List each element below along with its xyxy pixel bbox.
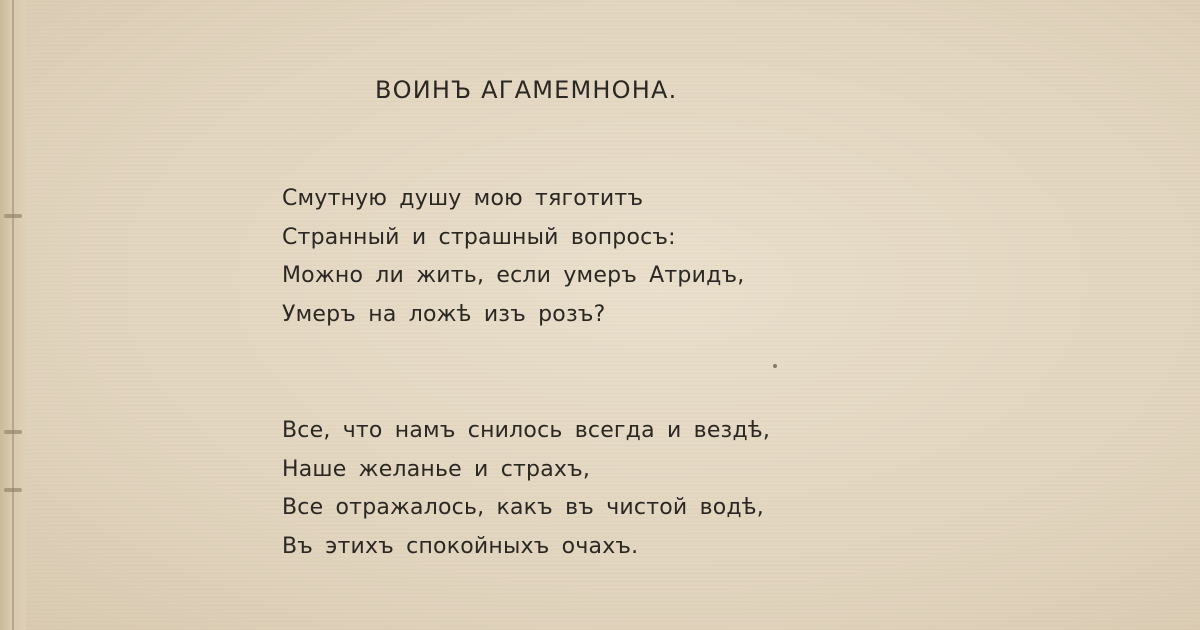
binding-line xyxy=(12,0,14,630)
verse-line: Въ этихъ спокойныхъ очахъ. xyxy=(282,533,639,559)
book-gutter xyxy=(0,0,26,630)
stanza-2 xyxy=(282,412,770,566)
binding-stitch xyxy=(4,488,22,492)
binding-stitch xyxy=(4,430,22,434)
poem-title: ВОИНЪ АГАМЕМНОНА. xyxy=(375,76,678,104)
verse-line: Смутную душу мою тяготитъ xyxy=(282,186,644,211)
verse-line: Умеръ на ложѣ изъ розъ? xyxy=(282,301,606,327)
binding-stitch xyxy=(4,214,22,218)
verse-line: Все, что намъ снилось всегда и вездѣ, xyxy=(282,418,771,443)
verse-line: Наше желанье и страхъ, xyxy=(282,456,591,482)
stanza-1 xyxy=(282,180,744,334)
paper-speck xyxy=(773,364,777,368)
verse-line: Можно ли жить, если умеръ Атридъ, xyxy=(282,263,745,288)
verse-line: Странный и страшный вопросъ: xyxy=(282,224,676,250)
verse-line: Все отражалось, какъ въ чистой водѣ, xyxy=(282,495,764,520)
